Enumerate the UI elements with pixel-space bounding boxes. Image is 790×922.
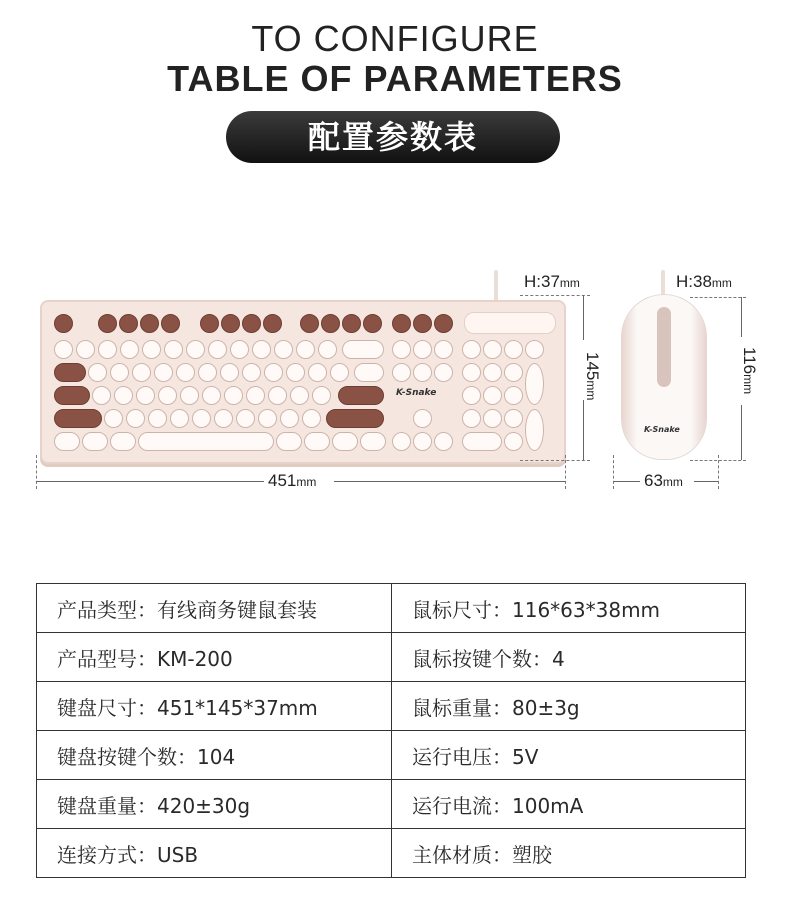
kb-width-label: 451mm — [268, 471, 317, 490]
keycap — [413, 363, 432, 382]
keycap — [186, 340, 205, 359]
keycap — [140, 314, 159, 333]
keycap — [462, 340, 481, 359]
mouse-length-line-top — [741, 297, 742, 337]
keycap — [392, 314, 411, 333]
keycap — [110, 432, 136, 451]
mouse-width-guide-left — [613, 455, 614, 489]
table-cell: 运行电流：100mA — [392, 780, 746, 829]
table-row — [37, 731, 746, 780]
table-row — [37, 682, 746, 731]
keycap — [170, 409, 189, 428]
mouse-length-line-bottom — [741, 405, 742, 460]
keycap — [274, 340, 293, 359]
keyboard-image — [40, 300, 566, 464]
keycap — [76, 340, 95, 359]
keycap — [308, 363, 327, 382]
keycap — [98, 314, 117, 333]
keycap — [504, 409, 523, 428]
keycap — [280, 409, 299, 428]
keycap — [525, 409, 544, 451]
kb-width-guide-left — [36, 455, 37, 489]
keycap — [304, 432, 330, 451]
keycap — [300, 314, 319, 333]
mouse-brand: K-Snake — [644, 425, 680, 434]
keycap — [342, 340, 384, 359]
kb-depth-label: 145mm — [583, 352, 602, 401]
keycap — [326, 409, 384, 428]
keycap — [246, 386, 265, 405]
keycap — [434, 340, 453, 359]
keycap — [330, 363, 349, 382]
table-row — [37, 633, 746, 682]
title-line-2: TABLE OF PARAMETERS — [167, 58, 623, 99]
keycap — [321, 314, 340, 333]
keycap — [158, 386, 177, 405]
keycap — [54, 386, 90, 405]
keycap — [434, 314, 453, 333]
keycap — [119, 314, 138, 333]
keycap — [142, 340, 161, 359]
mouse-length-guide-top — [690, 297, 746, 298]
keycap — [268, 386, 287, 405]
keycap — [413, 340, 432, 359]
keycap — [483, 363, 502, 382]
mouse-scroll-wheel — [657, 307, 671, 387]
keycap — [264, 363, 283, 382]
table-cell: 连接方式：USB — [37, 829, 392, 878]
keycap — [132, 363, 151, 382]
keycap — [252, 340, 271, 359]
table-cell: 鼠标尺寸：116*63*38mm — [392, 584, 746, 633]
keyboard-cable — [494, 270, 498, 302]
keycap — [525, 340, 544, 359]
keycap — [92, 386, 111, 405]
keycap — [312, 386, 331, 405]
table-row — [37, 584, 746, 633]
keycap — [220, 363, 239, 382]
keycap — [434, 432, 453, 451]
keycap — [413, 314, 432, 333]
title-line-1: TO CONFIGURE — [251, 18, 539, 59]
keycap — [138, 432, 274, 451]
keycap — [98, 340, 117, 359]
keycap — [462, 432, 502, 451]
keycap — [148, 409, 167, 428]
keycap — [462, 409, 481, 428]
kb-depth-line-bottom — [583, 400, 584, 460]
keycap — [318, 340, 337, 359]
parameters-table — [36, 583, 746, 878]
mouse-width-label: 63mm — [644, 471, 683, 490]
keycap — [88, 363, 107, 382]
mouse-cable — [661, 270, 665, 298]
mouse-image — [622, 295, 706, 459]
keycap — [230, 340, 249, 359]
keycap — [221, 314, 240, 333]
table-cell: 产品型号：KM-200 — [37, 633, 392, 682]
table-cell: 键盘尺寸：451*145*37mm — [37, 682, 392, 731]
keycap — [263, 314, 282, 333]
keycap — [462, 363, 481, 382]
keycap — [242, 363, 261, 382]
mouse-width-guide-right — [718, 455, 719, 489]
mouse-length-label: 116mm — [740, 347, 759, 395]
kb-depth-line-top — [583, 295, 584, 340]
keycap — [413, 409, 432, 428]
keycap — [154, 363, 173, 382]
keycap — [180, 386, 199, 405]
keycap — [54, 363, 86, 382]
keycap — [290, 386, 309, 405]
keycap — [54, 432, 80, 451]
keycap — [54, 314, 73, 333]
keycap — [504, 386, 523, 405]
indicator-panel — [464, 312, 556, 334]
keycap — [208, 340, 227, 359]
keycap — [392, 340, 411, 359]
keycap — [286, 363, 305, 382]
table-row — [37, 780, 746, 829]
section-badge: 配置参数表 — [226, 111, 560, 163]
keycap — [54, 409, 102, 428]
keycap — [302, 409, 321, 428]
kb-width-line-right — [334, 481, 565, 482]
mouse-width-line-right — [694, 481, 718, 482]
keycap — [296, 340, 315, 359]
kb-height-label: H:37mm — [524, 272, 580, 291]
keycap — [192, 409, 211, 428]
keycap — [360, 432, 386, 451]
keycap — [504, 340, 523, 359]
keycap — [462, 386, 481, 405]
table-cell: 键盘按键个数：104 — [37, 731, 392, 780]
table-cell: 主体材质：塑胶 — [392, 829, 746, 878]
keycap — [525, 363, 544, 405]
keycap — [504, 363, 523, 382]
kb-depth-guide-bottom — [520, 460, 590, 461]
keycap — [198, 363, 217, 382]
keycap — [242, 314, 261, 333]
keycap — [342, 314, 361, 333]
kb-width-line-left — [36, 481, 264, 482]
mouse-width-line-left — [613, 481, 640, 482]
keycap — [392, 432, 411, 451]
keycap — [483, 409, 502, 428]
keycap — [136, 386, 155, 405]
keyboard-brand: K-Snake — [396, 388, 437, 398]
table-row — [37, 829, 746, 878]
keycap — [483, 340, 502, 359]
keycap — [54, 340, 73, 359]
table-cell: 运行电压：5V — [392, 731, 746, 780]
keycap — [202, 386, 221, 405]
kb-depth-guide-top — [520, 295, 590, 296]
keycap — [413, 432, 432, 451]
keycap — [332, 432, 358, 451]
keycap — [126, 409, 145, 428]
keycap — [504, 432, 523, 451]
keycap — [110, 363, 129, 382]
keycap — [338, 386, 384, 405]
keycap — [82, 432, 108, 451]
keycap — [120, 340, 139, 359]
keycap — [434, 363, 453, 382]
keycap — [176, 363, 195, 382]
keycap — [236, 409, 255, 428]
keycap — [276, 432, 302, 451]
keycap — [114, 386, 133, 405]
table-cell: 键盘重量：420±30g — [37, 780, 392, 829]
table-cell: 鼠标重量：80±3g — [392, 682, 746, 731]
table-cell: 鼠标按键个数：4 — [392, 633, 746, 682]
mouse-height-label: H:38mm — [676, 272, 732, 291]
keycap — [200, 314, 219, 333]
keycap — [258, 409, 277, 428]
keycap — [354, 363, 384, 382]
keycap — [104, 409, 123, 428]
table-cell: 产品类型：有线商务键鼠套装 — [37, 584, 392, 633]
keycap — [363, 314, 382, 333]
keycap — [161, 314, 180, 333]
keycap — [164, 340, 183, 359]
keycap — [224, 386, 243, 405]
keycap — [214, 409, 233, 428]
keycap — [483, 386, 502, 405]
keycap — [392, 363, 411, 382]
